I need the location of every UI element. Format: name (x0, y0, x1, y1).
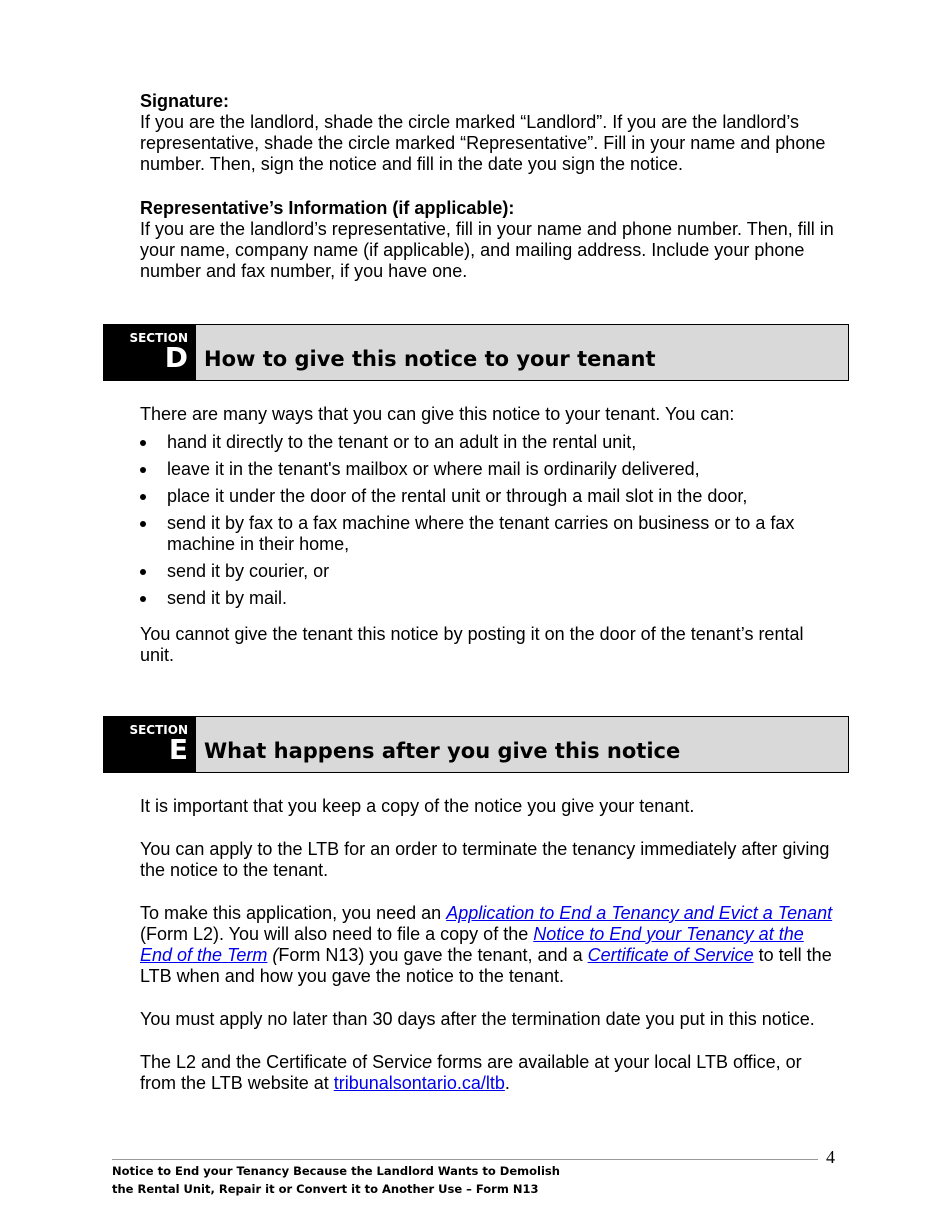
list-item: send it by courier, or (140, 561, 840, 582)
delivery-methods-list (140, 432, 840, 609)
representative-block (140, 198, 840, 282)
representative-heading: Representative’s Information (if applicable): (140, 198, 515, 218)
section-e-label-box (104, 717, 196, 772)
section-d-label-box (104, 325, 196, 380)
section-d-content (140, 404, 840, 666)
section-e-header (103, 716, 849, 773)
list-item: send it by mail. (140, 588, 840, 609)
section-d-intro: There are many ways that you can give this notice to your tenant. You can: (140, 404, 735, 424)
footer-form-title (112, 1162, 560, 1198)
n13-notice-link[interactable]: Notice to End your Tenancy at the End of the Term (140, 924, 804, 965)
list-item: place it under the door of the rental unit or through a mail slot in the door, (140, 486, 840, 507)
signature-block (140, 91, 840, 175)
l2-application-link[interactable]: Application to End a Tenancy and Evict a Tenant (446, 903, 833, 923)
signature-body: If you are the landlord, shade the circle marked “Landlord”. If you are the landlord’s representative, shade the circle marked “Representative”. Fill in your name and phone number. Then, sign the notice and fill in the date you sign the notice. (140, 112, 826, 174)
bullet-icon (140, 596, 146, 602)
section-d-letter: D (164, 341, 188, 374)
bullet-icon (140, 521, 146, 527)
section-d-word: SECTION (129, 331, 188, 345)
ltb-website-link[interactable]: tribunalsontario.ca/ltb (333, 1073, 505, 1093)
list-item: send it by fax to a fax machine where the tenant carries on business or to a fax machine in their home, (140, 513, 840, 555)
section-e-word: SECTION (129, 723, 188, 737)
section-d-header (103, 324, 849, 381)
footer-divider (112, 1159, 818, 1160)
section-e-p1: It is important that you keep a copy of the notice you give your tenant. (140, 796, 695, 816)
bullet-icon (140, 467, 146, 473)
representative-body: If you are the landlord’s representative, fill in your name and phone number. Then, fill in your name, company name (if applicable), and mailing address. Include your phone number and fax number, if you have one. (140, 219, 834, 281)
footer-line-2: the Rental Unit, Repair it or Convert it to Another Use – Form N13 (112, 1182, 539, 1196)
page-number: 4 (826, 1147, 835, 1167)
certificate-of-service-link[interactable]: Certificate of Service (587, 945, 754, 965)
bullet-icon (140, 494, 146, 500)
list-item: hand it directly to the tenant or to an adult in the rental unit, (140, 432, 840, 453)
bullet-icon (140, 440, 146, 446)
section-e-p2: You can apply to the LTB for an order to terminate the tenancy immediately after giving the notice to the tenant. (140, 839, 830, 880)
section-e-content (140, 796, 840, 1094)
footer-line-1: Notice to End your Tenancy Because the Landlord Wants to Demolish (112, 1164, 560, 1178)
section-e-title: What happens after you give this notice (204, 739, 681, 763)
list-item: leave it in the tenant's mailbox or where mail is ordinarily delivered, (140, 459, 840, 480)
section-d-title: How to give this notice to your tenant (204, 347, 656, 371)
section-e-p5: The L2 and the Certificate of Service forms are available at your local LTB office, or from the LTB website at tribunalsontario.ca/ltb. (140, 1052, 802, 1093)
section-d-closing: You cannot give the tenant this notice by posting it on the door of the tenant’s rental unit. (140, 624, 804, 665)
section-e-p3: To make this application, you need an Application to End a Tenancy and Evict a Tenant (Form L2). You will also need to file a copy of the Notice to End your Tenancy at the End of the Term (Form N13) you gave the tenant, and a Certificate of Service to tell the LTB when and how you gave the notice to the tenant. (140, 903, 833, 986)
section-e-p4: You must apply no later than 30 days after the termination date you put in this notice. (140, 1009, 815, 1029)
signature-heading: Signature: (140, 91, 230, 111)
section-e-letter: E (168, 733, 188, 766)
bullet-icon (140, 569, 146, 575)
